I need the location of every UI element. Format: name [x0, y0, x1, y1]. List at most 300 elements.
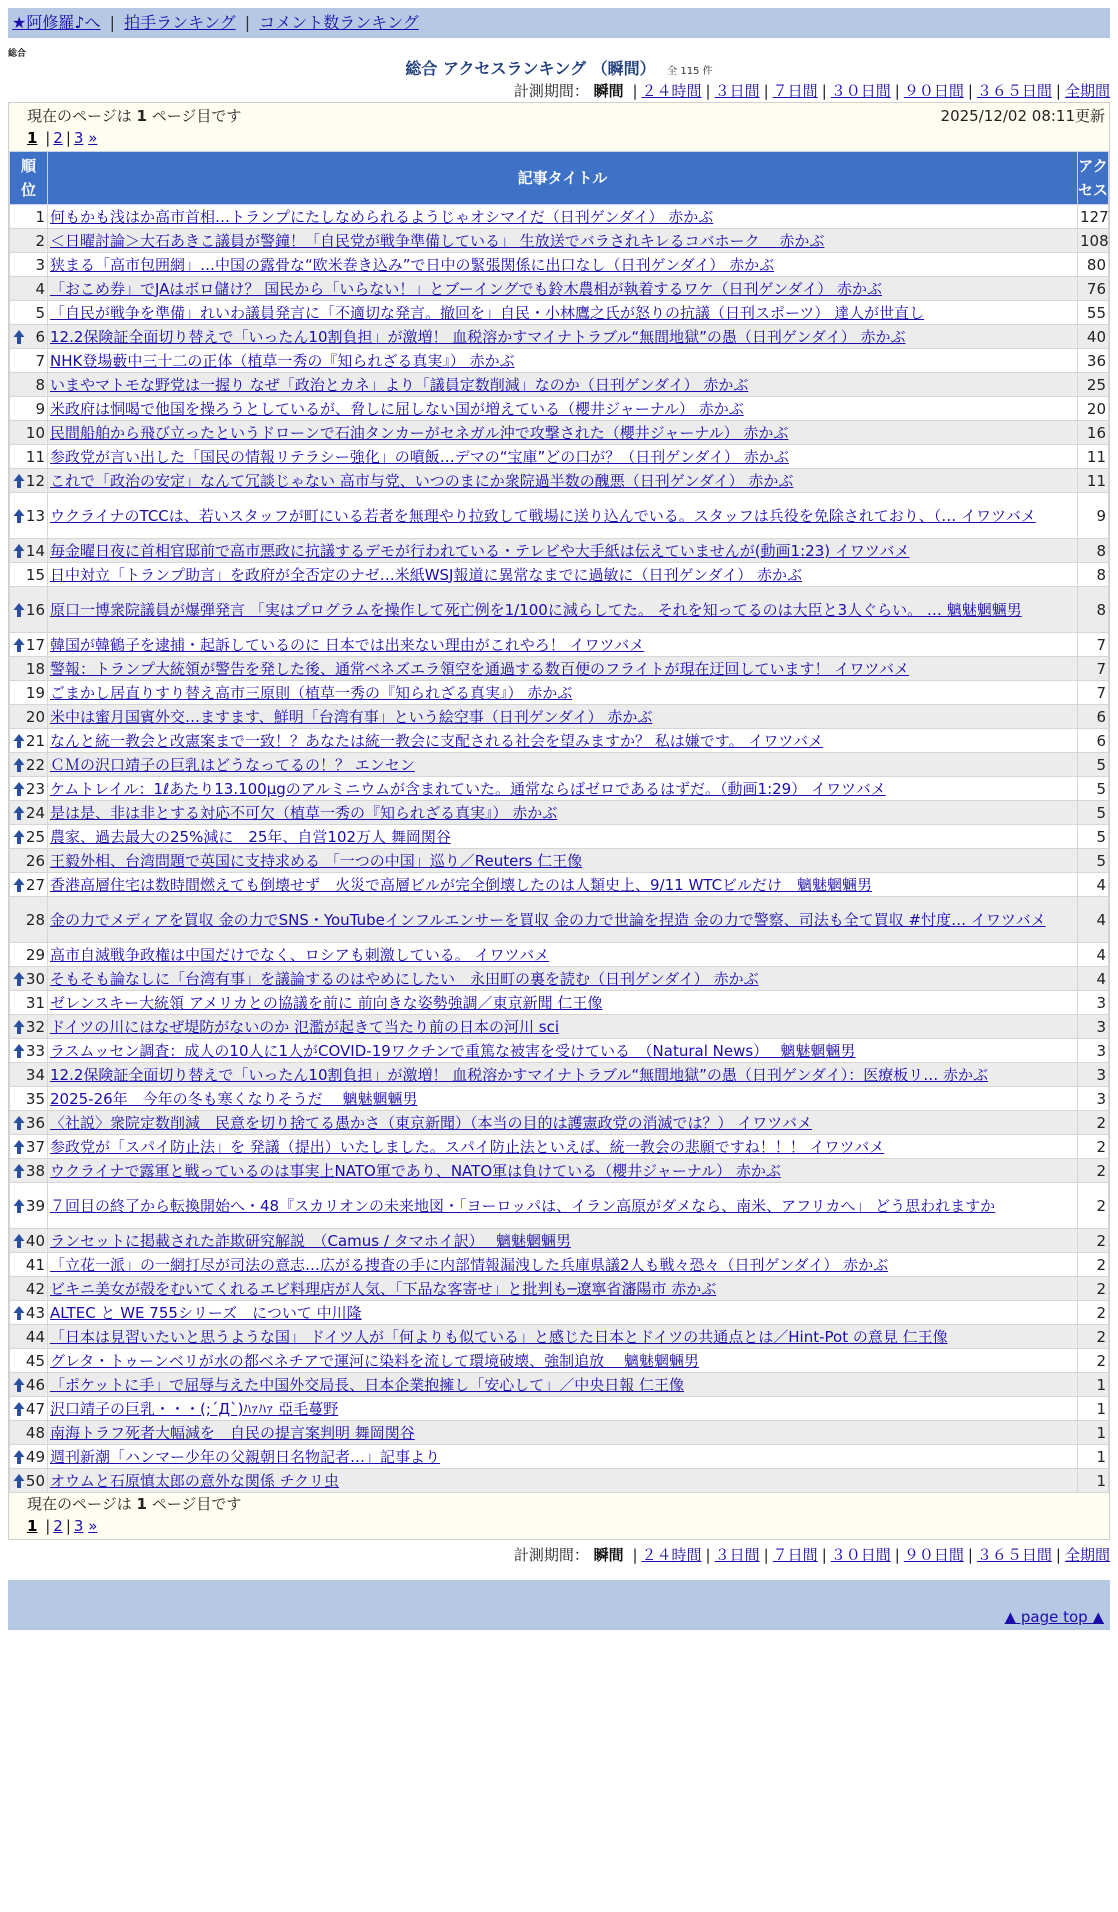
title-cell: [48, 897, 1078, 943]
rank-number: 6: [35, 327, 45, 346]
rank-number: 26: [25, 851, 45, 870]
access-count: 1: [1078, 1421, 1109, 1445]
period-separator: |: [705, 82, 711, 100]
title-cell: [48, 1135, 1078, 1159]
rank-cell: [10, 1229, 48, 1253]
article-title-link[interactable]: ドイツの川にはなぜ堤防がないのか 氾濫が起きて当たり前の日本の河川 sci: [50, 1017, 560, 1036]
rank-cell: [10, 633, 48, 657]
page-top-link[interactable]: ▲ page top ▲: [1004, 1608, 1104, 1626]
ranking-row: [10, 1349, 1109, 1373]
ranking-row: [10, 349, 1109, 373]
period-option-link[interactable]: ３６５日間: [976, 1546, 1052, 1564]
title-cell: [48, 633, 1078, 657]
access-count: 40: [1078, 325, 1109, 349]
ranking-row: [10, 943, 1109, 967]
rank-cell: [10, 753, 48, 777]
rank-number: 23: [25, 779, 45, 798]
article-title-link[interactable]: 2025-26年 今年の冬も寒くなりそうだ 魑魅魍魎男: [50, 1089, 418, 1108]
rank-cell: [10, 397, 48, 421]
pager-current: 1: [27, 129, 38, 147]
rank-number: 9: [35, 399, 45, 418]
rank-up-arrow-icon: [13, 805, 25, 821]
title-cell: [48, 563, 1078, 587]
ranking-row: [10, 1063, 1109, 1087]
access-count: 80: [1078, 253, 1109, 277]
title-cell: [48, 873, 1078, 897]
rank-up-arrow-icon: [13, 1198, 25, 1214]
title-cell: [48, 397, 1078, 421]
rank-up-arrow-icon: [13, 757, 25, 773]
article-title-link[interactable]: なんと統一教会と改憲案まで一致！？あなたは統一教会に支配される社会を望みますか？ 私は嫌です。 イワツバメ: [50, 731, 824, 750]
rank-up-arrow-icon: [13, 329, 25, 345]
rank-number: 29: [25, 945, 45, 964]
rank-cell: [10, 301, 48, 325]
article-title-link[interactable]: 高市自滅戦争政権は中国だけでなく、ロシアも刺激している。 イワツバメ: [50, 945, 550, 964]
access-count: 2: [1078, 1349, 1109, 1373]
rank-up-arrow-icon: [13, 1233, 25, 1249]
access-count: 127: [1078, 205, 1109, 229]
rank-up-arrow-icon: [13, 602, 25, 618]
article-title-link[interactable]: 何もかも浅はか高市首相…トランプにたしなめられるようじゃオシマイだ（日刊ゲンダイ） 赤かぶ: [50, 207, 714, 226]
access-count: 3: [1078, 1087, 1109, 1111]
rank-number: 11: [25, 447, 45, 466]
article-title-link[interactable]: グレタ・トゥーンベリが水の都ベネチアで運河に染料を流して環境破壊、強制追放 魑魅魍魎男: [50, 1351, 699, 1370]
pager: [9, 127, 1109, 151]
title-cell: [48, 991, 1078, 1015]
rank-cell: [10, 897, 48, 943]
access-count: 5: [1078, 777, 1109, 801]
ranking-row: [10, 1373, 1109, 1397]
title-cell: [48, 253, 1078, 277]
access-count: 2: [1078, 1229, 1109, 1253]
ranking-row: [10, 1183, 1109, 1229]
rank-cell: [10, 325, 48, 349]
rank-cell: [10, 373, 48, 397]
article-title-link[interactable]: 民間船舶から飛び立ったというドローンで石油タンカーがセネガル沖で攻撃された（櫻井ジャーナル） 赤かぶ: [50, 423, 789, 442]
access-count: 3: [1078, 1015, 1109, 1039]
rank-number: 43: [25, 1303, 45, 1322]
ranking-row: [10, 1301, 1109, 1325]
rank-number: 10: [25, 423, 45, 442]
article-title-link[interactable]: 「ポケットに手」で屈辱与えた中国外交局長、日本企業抱擁し「安心して」／中央日報 仁王像: [50, 1375, 685, 1394]
article-title-link[interactable]: 米中は蜜月国賓外交…ますます、鮮明「台湾有事」という絵空事（日刊ゲンダイ） 赤かぶ: [50, 707, 653, 726]
article-title-link[interactable]: 「日本は見習いたいと思うような国」 ドイツ人が「何よりも似ている」と感じた日本とドイツの共通点とは／Hint-Pot の意見 仁王像: [50, 1327, 948, 1346]
title-cell: [48, 825, 1078, 849]
ranking-row: [10, 1277, 1109, 1301]
ranking-row: [10, 657, 1109, 681]
ranking-row: [10, 825, 1109, 849]
access-count: 8: [1078, 539, 1109, 563]
access-count: 5: [1078, 849, 1109, 873]
rank-number: 44: [25, 1327, 45, 1346]
period-separator: |: [967, 82, 973, 100]
article-title-link[interactable]: 警報：トランプ大統領が警告を発した後、通常ベネズエラ領空を通過する数百便のフライトが現在迂回しています！ イワツバメ: [50, 659, 910, 678]
ranking-row: [10, 445, 1109, 469]
article-title-link[interactable]: 12.2保険証全面切り替えで「いったん10割負担」が激増！ 血税溶かすマイナトラブル“無間地獄”の愚（日刊ゲンダイ） 赤かぶ: [50, 327, 906, 346]
access-count: 6: [1078, 705, 1109, 729]
article-title-link[interactable]: 香港高層住宅は数時間燃えても倒壊せず 火災で高層ビルが完全倒壊したのは人類史上、9/11 WTCビルだけ 魑魅魍魎男: [50, 875, 873, 894]
ranking-row: [10, 777, 1109, 801]
rank-cell: [10, 229, 48, 253]
ranking-title: 総合 アクセスランキング （瞬間）: [405, 59, 656, 78]
rank-up-arrow-icon: [13, 1163, 25, 1179]
article-title-link[interactable]: 12.2保険証全面切り替えで「いったん10割負担」が激増！ 血税溶かすマイナトラブル“無間地獄”の愚（日刊ゲンダイ）：医療板リ… 赤かぶ: [50, 1065, 988, 1084]
ranking-row: [10, 301, 1109, 325]
article-title-link[interactable]: ゼレンスキー大統領 アメリカとの協議を前に 前向きな姿勢強調／東京新聞 仁王像: [50, 993, 603, 1012]
ranking-row: [10, 1253, 1109, 1277]
rank-up-arrow-icon: [13, 1377, 25, 1393]
title-cell: [48, 1111, 1078, 1135]
page-info-text: 現在のページは 1 ページ目です: [27, 1495, 242, 1513]
clap-ranking-link[interactable]: 拍手ランキング: [124, 13, 236, 32]
article-title-link[interactable]: ごまかし居直りすり替え高市三原則（植草一秀の『知られざる真実』） 赤かぶ: [50, 683, 573, 702]
rank-cell: [10, 1349, 48, 1373]
rank-up-arrow-icon: [13, 1043, 25, 1059]
rank-cell: [10, 205, 48, 229]
title-cell: [48, 1469, 1078, 1493]
ranking-row: [10, 397, 1109, 421]
ranking-row: [10, 1421, 1109, 1445]
rank-number: 22: [25, 755, 45, 774]
title-cell: [48, 849, 1078, 873]
article-title-link[interactable]: ラスムッセン調査：成人の10人に1人がCOVID-19ワクチンで重篤な被害を受けている （Natural News） 魑魅魍魎男: [50, 1041, 856, 1060]
rank-number: 7: [35, 351, 45, 370]
rank-number: 34: [25, 1065, 45, 1084]
article-title-link[interactable]: 王毅外相、台湾問題で英国に支持求める 「一つの中国」巡り／Reuters 仁王像: [50, 851, 583, 870]
article-title-link[interactable]: そもそも論なしに「台湾有事」を議論するのはやめにしたい 永田町の裏を読む（日刊ゲンダイ） 赤かぶ: [50, 969, 759, 988]
period-option-link[interactable]: ３０日間: [830, 82, 891, 100]
rank-cell: [10, 277, 48, 301]
article-title-link[interactable]: ビキニ美女が殻をむいてくれるエビ料理店が人気、「下品な客寄せ」と批判も─遼寧省瀋陽市 赤かぶ: [50, 1279, 717, 1298]
page-info: [9, 105, 1109, 127]
access-count: 2: [1078, 1183, 1109, 1229]
article-title-link[interactable]: 「おこめ券」でJAはボロ儲け？ 国民から「いらない！」とブーイングでも鈴木農相が執着するワケ（日刊ゲンダイ） 赤かぶ: [50, 279, 883, 298]
article-title-link[interactable]: NHK登場藪中三十二の正体（植草一秀の『知られざる真実』） 赤かぶ: [50, 351, 515, 370]
article-title-link[interactable]: 狭まる「高市包囲網」…中国の露骨な“欧米巻き込み”で日中の緊張関係に出口なし（日刊ゲンダイ） 赤かぶ: [50, 255, 775, 274]
home-link[interactable]: ★阿修羅♪へ: [12, 13, 101, 32]
title-cell: [48, 705, 1078, 729]
pager-page-link[interactable]: 2: [53, 129, 63, 147]
rank-number: 30: [25, 969, 45, 988]
access-count: 6: [1078, 729, 1109, 753]
rank-cell: [10, 1111, 48, 1135]
col-title-header: 記事タイトル: [48, 152, 1078, 205]
rank-number: 38: [25, 1161, 45, 1180]
ranking-row: [10, 253, 1109, 277]
rank-number: 13: [25, 506, 45, 525]
pager-page-link[interactable]: 3: [73, 1517, 84, 1535]
pager-separator: |: [45, 1517, 51, 1535]
ranking-row: [10, 1039, 1109, 1063]
rank-number: 15: [25, 565, 45, 584]
rank-cell: [10, 1015, 48, 1039]
page-title: [8, 58, 1110, 80]
rank-cell: [10, 1397, 48, 1421]
rank-cell: [10, 729, 48, 753]
ranking-row: [10, 205, 1109, 229]
period-option-link[interactable]: ３日間: [714, 1546, 760, 1564]
title-cell: [48, 587, 1078, 633]
access-count: 1: [1078, 1373, 1109, 1397]
rank-cell: [10, 1421, 48, 1445]
rank-cell: [10, 991, 48, 1015]
title-cell: [48, 373, 1078, 397]
period-option-link[interactable]: 全期間: [1064, 1546, 1110, 1564]
ranking-row: [10, 421, 1109, 445]
rank-cell: [10, 563, 48, 587]
access-count: 16: [1078, 421, 1109, 445]
period-option-link[interactable]: ９０日間: [903, 1546, 964, 1564]
period-separator: |: [763, 82, 769, 100]
period-option-link[interactable]: ３日間: [714, 82, 760, 100]
period-current: 瞬間: [593, 1546, 624, 1564]
rank-cell: [10, 587, 48, 633]
ranking-row: [10, 587, 1109, 633]
access-count: 55: [1078, 301, 1109, 325]
rank-up-arrow-icon: [13, 733, 25, 749]
rank-number: 20: [25, 707, 45, 726]
period-selector: [8, 80, 1110, 102]
page-info-bottom: [9, 1493, 1109, 1515]
rank-up-arrow-icon: [13, 543, 25, 559]
article-title-link[interactable]: 「立花一派」の一網打尽が司法の意志…広がる捜査の手に内部情報漏洩した兵庫県議2人も戦々恐々（日刊ゲンダイ） 赤かぶ: [50, 1255, 889, 1274]
rank-cell: [10, 1253, 48, 1277]
rank-number: 17: [25, 635, 45, 654]
article-title-link[interactable]: ウクライナのTCCは、若いスタッフが町にいる若者を無理やり拉致して戦場に送り込んでいる。スタッフは兵役を免除されており、（… イワツバメ: [50, 506, 1036, 525]
ranking-row: [10, 729, 1109, 753]
ranking-row: [10, 1159, 1109, 1183]
ranking-row: [10, 633, 1109, 657]
period-option-link[interactable]: ２４時間: [641, 82, 702, 100]
article-title-link[interactable]: 日中対立「トランプ助言」を政府が全否定のナゼ…米紙WSJ報道に異常なまでに過敏に（日刊ゲンダイ） 赤かぶ: [50, 565, 803, 584]
ranking-row: [10, 1229, 1109, 1253]
access-count: 1: [1078, 1397, 1109, 1421]
access-count: 2: [1078, 1253, 1109, 1277]
article-title-link[interactable]: ALTEC と WE 755シリーズ について 中川隆: [50, 1303, 362, 1322]
rank-up-arrow-icon: [13, 637, 25, 653]
ranking-row: [10, 801, 1109, 825]
title-cell: [48, 1445, 1078, 1469]
rank-number: 14: [25, 541, 45, 560]
title-cell: [48, 493, 1078, 539]
article-title-link[interactable]: ＜日曜討論＞大石あきこ議員が警鐘！「自民党が戦争準備している」 生放送でバラされキレるコバホーク 赤かぶ: [50, 231, 825, 250]
access-count: 1: [1078, 1469, 1109, 1493]
pager-current: 1: [27, 1517, 38, 1535]
access-count: 7: [1078, 681, 1109, 705]
period-option-link[interactable]: ９０日間: [903, 82, 964, 100]
period-separator: |: [1055, 82, 1061, 100]
rank-up-arrow-icon: [13, 1019, 25, 1035]
access-count: 9: [1078, 493, 1109, 539]
rank-number: 31: [25, 993, 45, 1012]
article-title-link[interactable]: 毎金曜日夜に首相官邸前で高市悪政に抗議するデモが行われている・テレビや大手紙は伝えていませんが(動画1:23) イワツバメ: [50, 541, 910, 560]
title-cell: [48, 1183, 1078, 1229]
title-cell: [48, 729, 1078, 753]
article-title-link[interactable]: 韓国が韓鶴子を逮捕・起訴しているのに 日本では出来ない理由がこれやろ！ イワツバメ: [50, 635, 645, 654]
article-title-link[interactable]: 金の力でメディアを買収 金の力でSNS・YouTubeインフルエンサーを買収 金の力で世論を捏造 金の力で警察、司法も全て買収 #忖度… イワツバメ: [50, 910, 1046, 929]
access-count: 5: [1078, 825, 1109, 849]
period-label: 計測期間：: [513, 1546, 589, 1564]
ranking-row: [10, 493, 1109, 539]
title-cell: [48, 539, 1078, 563]
ranking-row: [10, 681, 1109, 705]
pager-next-link[interactable]: »: [88, 129, 98, 147]
ranking-row: [10, 873, 1109, 897]
ranking-row: [10, 897, 1109, 943]
ranking-row: [10, 469, 1109, 493]
access-count: 8: [1078, 587, 1109, 633]
access-count: 3: [1078, 1039, 1109, 1063]
article-title-link[interactable]: 農家、過去最大の25%減に 25年、自営102万人 舞岡関谷: [50, 827, 451, 846]
period-separator: |: [821, 1546, 827, 1564]
access-count: 2: [1078, 1301, 1109, 1325]
rank-cell: [10, 1301, 48, 1325]
title-cell: [48, 1349, 1078, 1373]
article-title-link[interactable]: いまやマトモな野党は一握り なぜ「政治とカネ」より「議員定数削減」なのか（日刊ゲンダイ） 赤かぶ: [50, 375, 749, 394]
pager-next-link[interactable]: »: [88, 1517, 98, 1535]
rank-cell: [10, 469, 48, 493]
period-separator: |: [705, 1546, 711, 1564]
article-title-link[interactable]: 南海トラフ死者大幅減を 自民の提言案判明 舞岡関谷: [50, 1423, 415, 1442]
rank-cell: [10, 801, 48, 825]
rank-up-arrow-icon: [13, 1115, 25, 1131]
rank-cell: [10, 445, 48, 469]
footer-pagetop-bar: [8, 1604, 1110, 1630]
rank-up-arrow-icon: [13, 877, 25, 893]
period-option-link[interactable]: ７日間: [772, 82, 818, 100]
rank-cell: [10, 1445, 48, 1469]
rank-number: 39: [25, 1196, 45, 1215]
rank-cell: [10, 493, 48, 539]
access-count: 5: [1078, 801, 1109, 825]
rank-number: 1: [35, 207, 45, 226]
ranking-row: [10, 277, 1109, 301]
nav-separator: |: [109, 13, 116, 32]
page-info-text: 現在のページは 1 ページ目です: [27, 107, 242, 125]
access-count: 2: [1078, 1159, 1109, 1183]
article-title-link[interactable]: オウムと石原慎太郎の意外な関係 チクリ虫: [50, 1471, 340, 1490]
rank-number: 5: [35, 303, 45, 322]
article-title-link[interactable]: 〈社説〉衆院定数削減 民意を切り捨てる愚かさ（東京新聞）（本当の目的は護憲政党の消滅では？） イワツバメ: [50, 1113, 812, 1132]
rank-up-arrow-icon: [13, 1401, 25, 1417]
rank-cell: [10, 539, 48, 563]
period-option-link[interactable]: ２４時間: [641, 1546, 702, 1564]
access-count: 4: [1078, 873, 1109, 897]
rank-up-arrow-icon: [13, 781, 25, 797]
article-title-link[interactable]: これで「政治の安定」なんて冗談じゃない 高市与党、いつのまにか衆院過半数の醜悪（日刊ゲンダイ） 赤かぶ: [50, 471, 794, 490]
rank-cell: [10, 421, 48, 445]
rank-number: 21: [25, 731, 45, 750]
article-title-link[interactable]: 是は是、非は非とする対応不可欠（植草一秀の『知られざる真実』） 赤かぶ: [50, 803, 558, 822]
ranking-row: [10, 967, 1109, 991]
top-nav: [8, 8, 1110, 38]
ranking-row: [10, 1015, 1109, 1039]
article-title-link[interactable]: ランセットに掲載された詐欺研究解説 （Camus / タマホイ訳） 魑魅魍魎男: [50, 1231, 571, 1250]
article-title-link[interactable]: ７回目の終了から転換開始へ・48『スカリオンの未来地図・「ヨーロッパは、イラン高原がダメなら、南米、アフリカへ」 どう思われますか: [50, 1196, 996, 1215]
pager-bottom: [9, 1515, 1109, 1539]
comment-ranking-link[interactable]: コメント数ランキング: [259, 13, 419, 32]
access-count: 2: [1078, 1277, 1109, 1301]
ranking-row: [10, 563, 1109, 587]
rank-cell: [10, 657, 48, 681]
period-separator: |: [894, 1546, 900, 1564]
access-count: 11: [1078, 445, 1109, 469]
rank-number: 3: [35, 255, 45, 274]
item-count: 全 115 件: [667, 66, 713, 77]
pager-page-link[interactable]: 3: [73, 129, 84, 147]
access-count: 7: [1078, 633, 1109, 657]
article-title-link[interactable]: 参政党が「スパイ防止法」を 発議（提出）いたしました。スパイ防止法といえば、統一教会の悲願ですね！！！ イワツバメ: [50, 1137, 885, 1156]
rank-number: 18: [25, 659, 45, 678]
period-option-link[interactable]: ３０日間: [830, 1546, 891, 1564]
access-count: 2: [1078, 1135, 1109, 1159]
col-rank-header: 順 位: [10, 152, 48, 205]
title-cell: [48, 1373, 1078, 1397]
period-option-link[interactable]: 全期間: [1064, 82, 1110, 100]
article-title-link[interactable]: 週刊新潮「ハンマー少年の父親朝日名物記者…」記事より: [50, 1447, 441, 1466]
access-count: 8: [1078, 563, 1109, 587]
article-title-link[interactable]: ケムトレイル：1ℓあたり13.100μgのアルミニウムが含まれていた。通常ならばゼロであるはずだ。（動画1:29） イワツバメ: [50, 779, 886, 798]
article-title-link[interactable]: 「自民が戦争を準備」れいわ議員発言に「不適切な発言。撤回を」自民・小林鷹之氏が怒りの抗議（日刊スポーツ） 達人が世直し: [50, 303, 925, 322]
article-title-link[interactable]: ウクライナで露軍と戦っているのは事実上NATO軍であり、NATO軍は負けている（櫻井ジャーナル） 赤かぶ: [50, 1161, 781, 1180]
rank-cell: [10, 1087, 48, 1111]
rank-cell: [10, 777, 48, 801]
article-title-link[interactable]: 米政府は恫喝で他国を操ろうとしているが、脅しに屈しない国が増えている（櫻井ジャーナル） 赤かぶ: [50, 399, 744, 418]
period-separator: |: [1055, 1546, 1061, 1564]
article-title-link[interactable]: 沢口靖子の巨乳・・・(;´Д`)ﾊｧﾊｧ 亞毛蔓野: [50, 1399, 339, 1418]
rank-number: 48: [25, 1423, 45, 1442]
rank-number: 33: [25, 1041, 45, 1060]
pager-separator: |: [65, 129, 71, 147]
rank-cell: [10, 873, 48, 897]
rank-number: 47: [25, 1399, 45, 1418]
access-count: 36: [1078, 349, 1109, 373]
article-title-link[interactable]: ＣＭの沢口靖子の巨乳はどうなってるの！？ エンセン: [50, 755, 415, 774]
ranking-panel: [8, 102, 1110, 1540]
title-cell: [48, 681, 1078, 705]
title-cell: [48, 1087, 1078, 1111]
pager-page-link[interactable]: 2: [53, 1517, 63, 1535]
rank-number: 40: [25, 1231, 45, 1250]
rank-number: 27: [25, 875, 45, 894]
access-count: 4: [1078, 967, 1109, 991]
ranking-row: [10, 1111, 1109, 1135]
period-selector-bottom: [8, 1544, 1110, 1566]
ranking-row: [10, 373, 1109, 397]
title-cell: [48, 1253, 1078, 1277]
period-option-link[interactable]: ３６５日間: [976, 82, 1052, 100]
updated-timestamp: 2025/12/02 08:11更新: [940, 107, 1105, 125]
period-separator: |: [821, 82, 827, 100]
title-cell: [48, 445, 1078, 469]
ranking-row: [10, 991, 1109, 1015]
period-option-link[interactable]: ７日間: [772, 1546, 818, 1564]
rank-number: 28: [25, 910, 45, 929]
title-cell: [48, 1277, 1078, 1301]
title-cell: [48, 1063, 1078, 1087]
title-cell: [48, 1421, 1078, 1445]
period-current: 瞬間: [593, 82, 624, 100]
rank-number: 25: [25, 827, 45, 846]
rank-cell: [10, 1469, 48, 1493]
article-title-link[interactable]: 原口一博衆院議員が爆弾発言 「実はプログラムを操作して死亡例を1/100に減らしてた。 それを知ってるのは大臣と3人ぐらい。 … 魑魅魍魎男: [50, 600, 1022, 619]
rank-cell: [10, 1135, 48, 1159]
period-separator: |: [632, 1546, 638, 1564]
period-separator: |: [894, 82, 900, 100]
article-title-link[interactable]: 参政党が言い出した「国民の情報リテラシー強化」の噴飯…デマの“宝庫”どの口が？（日刊ゲンダイ） 赤かぶ: [50, 447, 789, 466]
rank-cell: [10, 253, 48, 277]
title-cell: [48, 277, 1078, 301]
